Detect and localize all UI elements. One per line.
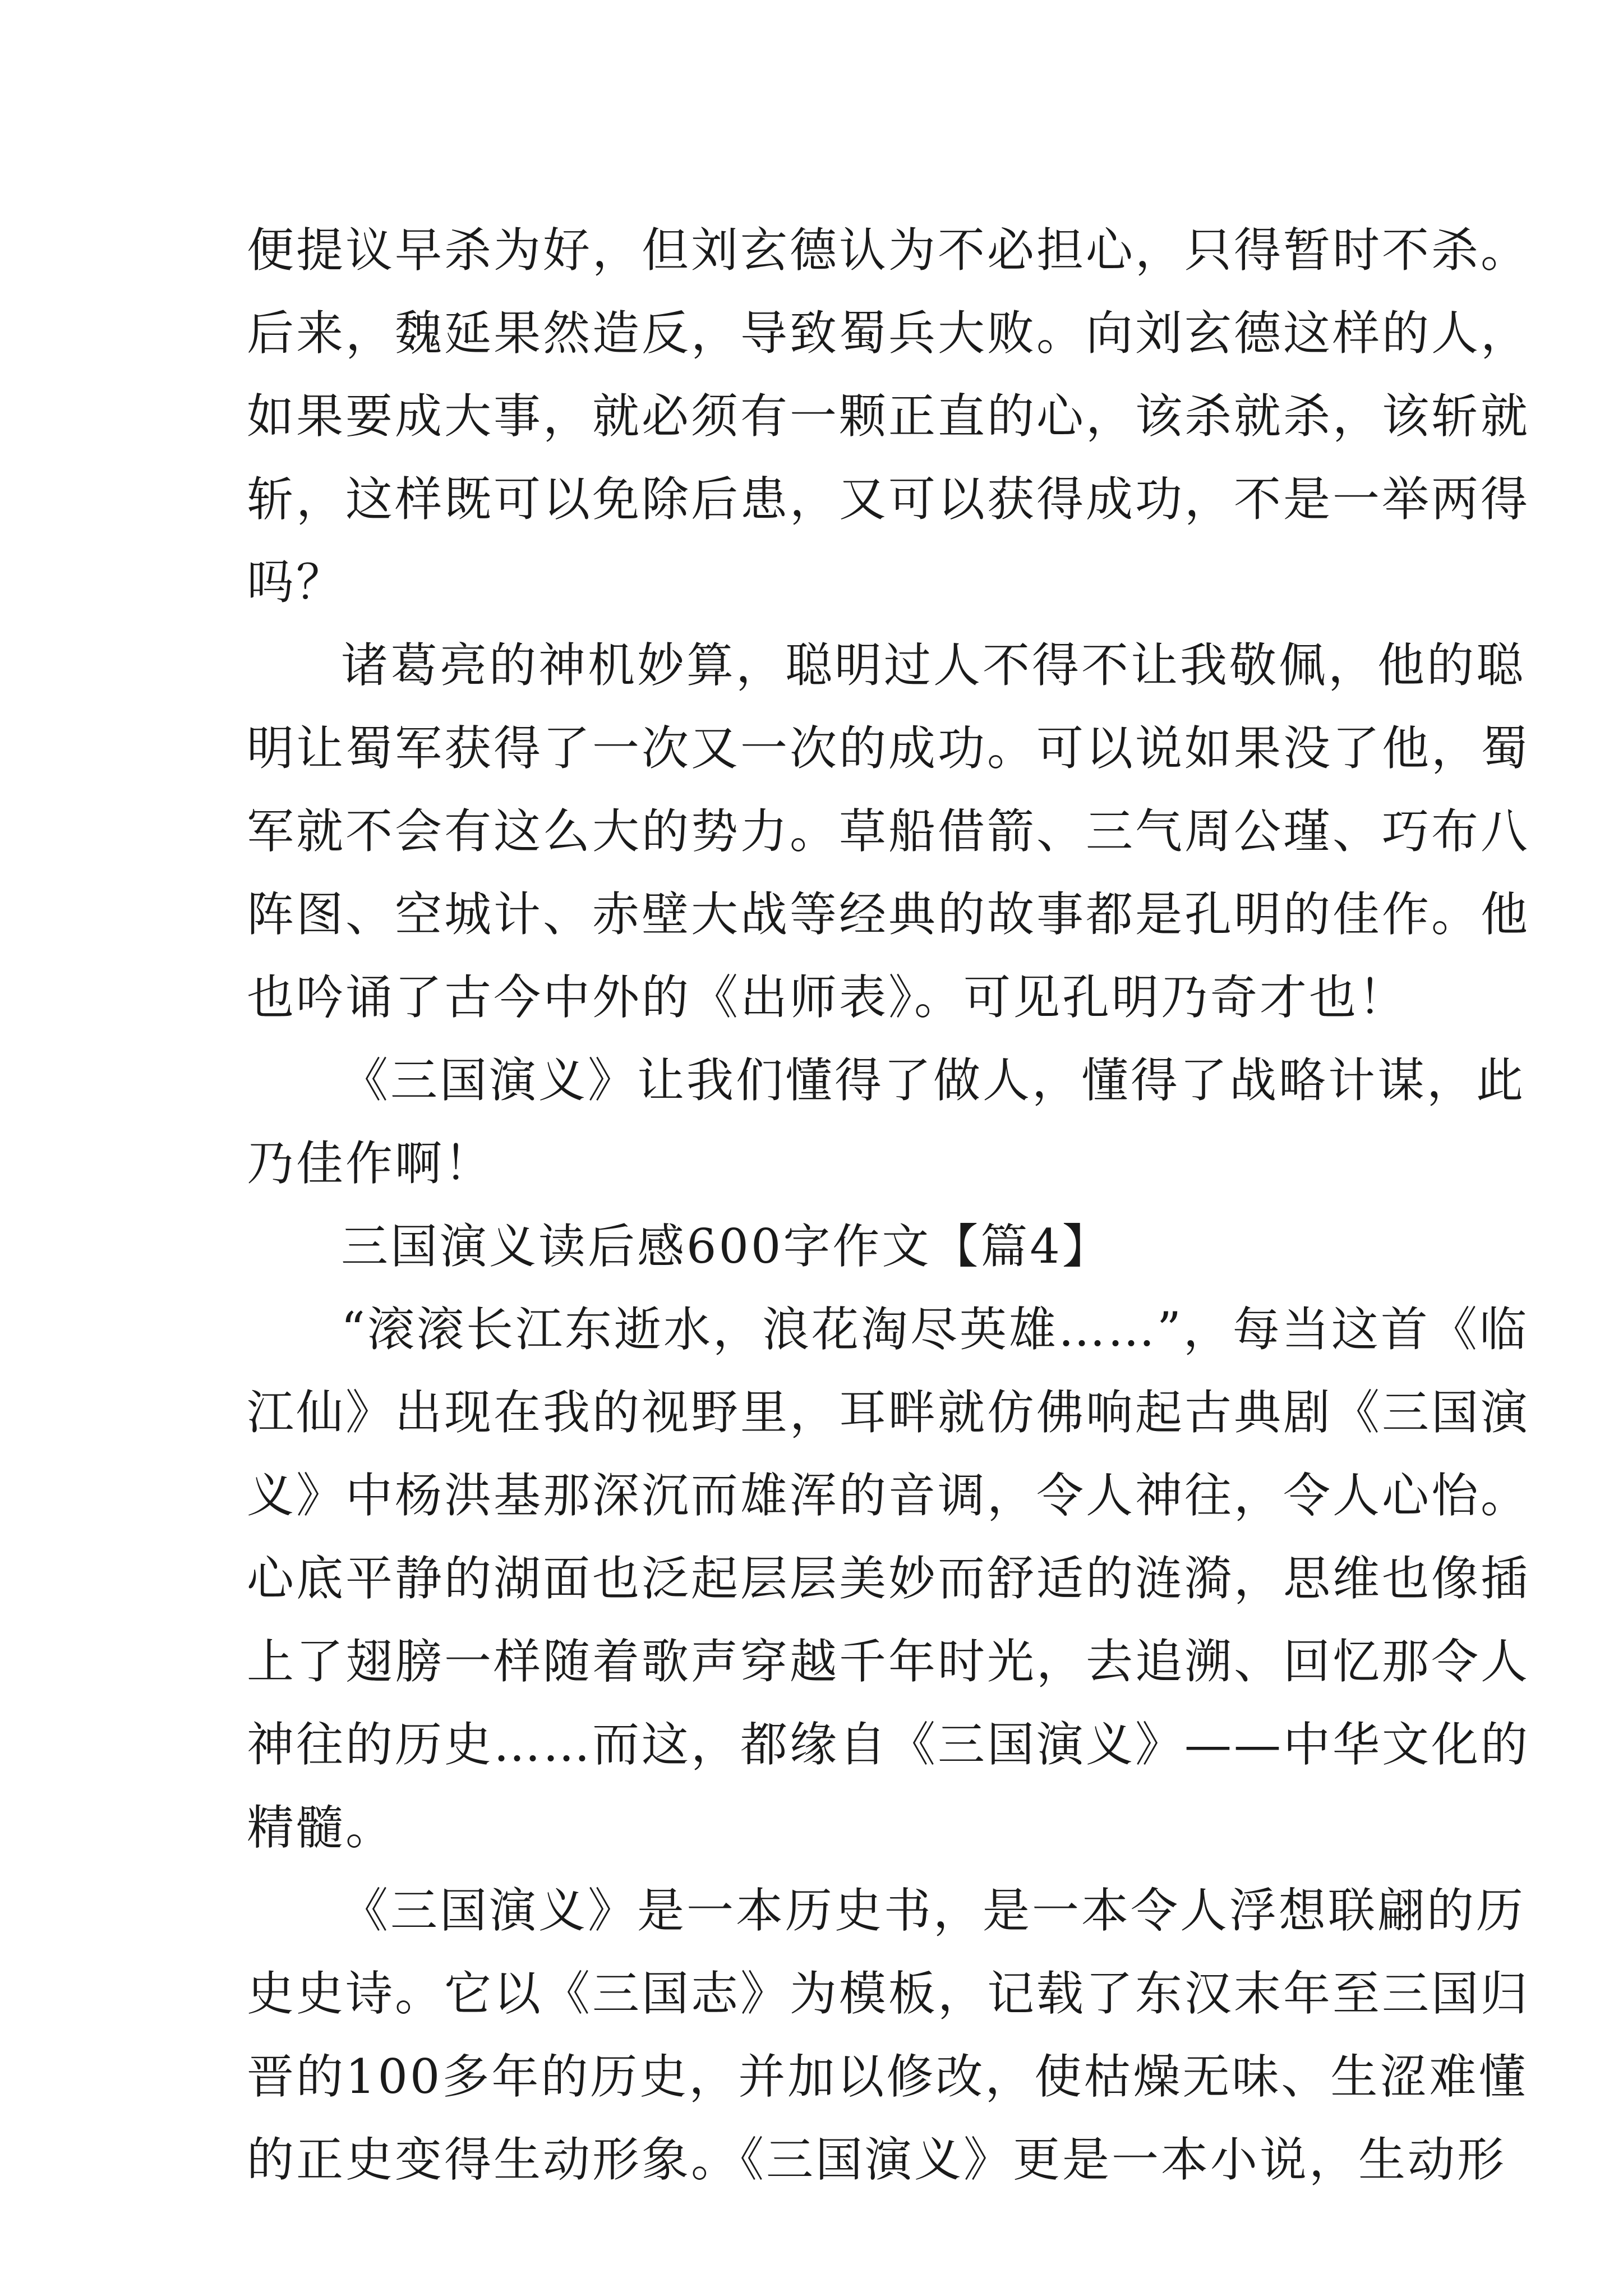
text-line: “滚滚长江东逝水，浪花淘尽英雄……”，每当这首《临 [341,1302,1529,1357]
paragraph-conclusion [247,1039,1526,1205]
text-line: 也吟诵了古今中外的《出师表》。可见孔明乃奇才也！ [247,970,1408,1025]
text-line: 《三国演义》是一本历史书，是一本令人浮想联翩的历 [341,1883,1526,1938]
text-line: 精髓。 [247,1800,395,1855]
text-line: 斩，这样既可以免除后患，又可以获得成功，不是一举两得 [247,472,1530,527]
text-line: 《三国演义》让我们懂得了做人，懂得了战略计谋，此 [341,1053,1526,1108]
text-line: 军就不会有这么大的势力。草船借箭、三气周公瑾、巧布八 [247,804,1530,859]
paragraph-continuation [247,209,1530,624]
text-line: 阵图、空城计、赤壁大战等经典的故事都是孔明的佳作。他 [247,887,1530,942]
text-line: 心底平静的湖面也泛起层层美妙而舒适的涟漪，思维也像插 [247,1551,1530,1606]
paragraph-history-book [247,1869,1530,2201]
text-line: 后来，魏延果然造反，导致蜀兵大败。向刘玄德这样的人， [247,306,1530,361]
text-line: 便提议早杀为好，但刘玄德认为不必担心，只得暂时不杀。 [247,223,1530,278]
section-heading [247,1205,1382,1288]
text-line: 明让蜀军获得了一次又一次的成功。可以说如果没了他，蜀 [247,721,1530,776]
text-line: 江仙》出现在我的视野里，耳畔就仿佛响起古典剧《三国演 [247,1385,1530,1440]
text-line: 晋的100多年的历史，并加以修改，使枯燥无味、生涩难懂 [247,2049,1528,2104]
text-line: 神往的历史……而这，都缘自《三国演义》——中华文化的 [247,1717,1530,1772]
heading-text: 三国演义读后感600字作文【篇4】 [341,1219,1112,1274]
text-line: 如果要成大事，就必须有一颗正直的心，该杀就杀，该斩就 [247,389,1530,444]
document-body [247,209,1530,2201]
text-line: 史史诗。它以《三国志》为模板，记载了东汉末年至三国归 [247,1966,1530,2021]
text-line: 诸葛亮的神机妙算，聪明过人不得不让我敬佩，他的聪 [341,638,1526,693]
paragraph-zhuge-liang [247,624,1530,1039]
text-line: 上了翅膀一样随着歌声穿越千年时光，去追溯、回忆那令人 [247,1634,1530,1689]
text-line: 的正史变得生动形象。《三国演义》更是一本小说，生动形 [247,2132,1507,2187]
text-line: 吗？ [247,555,346,610]
text-line: 义》中杨洪基那深沉而雄浑的音调，令人神往，令人心怡。 [247,1468,1530,1523]
paragraph-lin-jiang-xian [247,1288,1530,1869]
text-line: 乃佳作啊！ [247,1136,494,1191]
